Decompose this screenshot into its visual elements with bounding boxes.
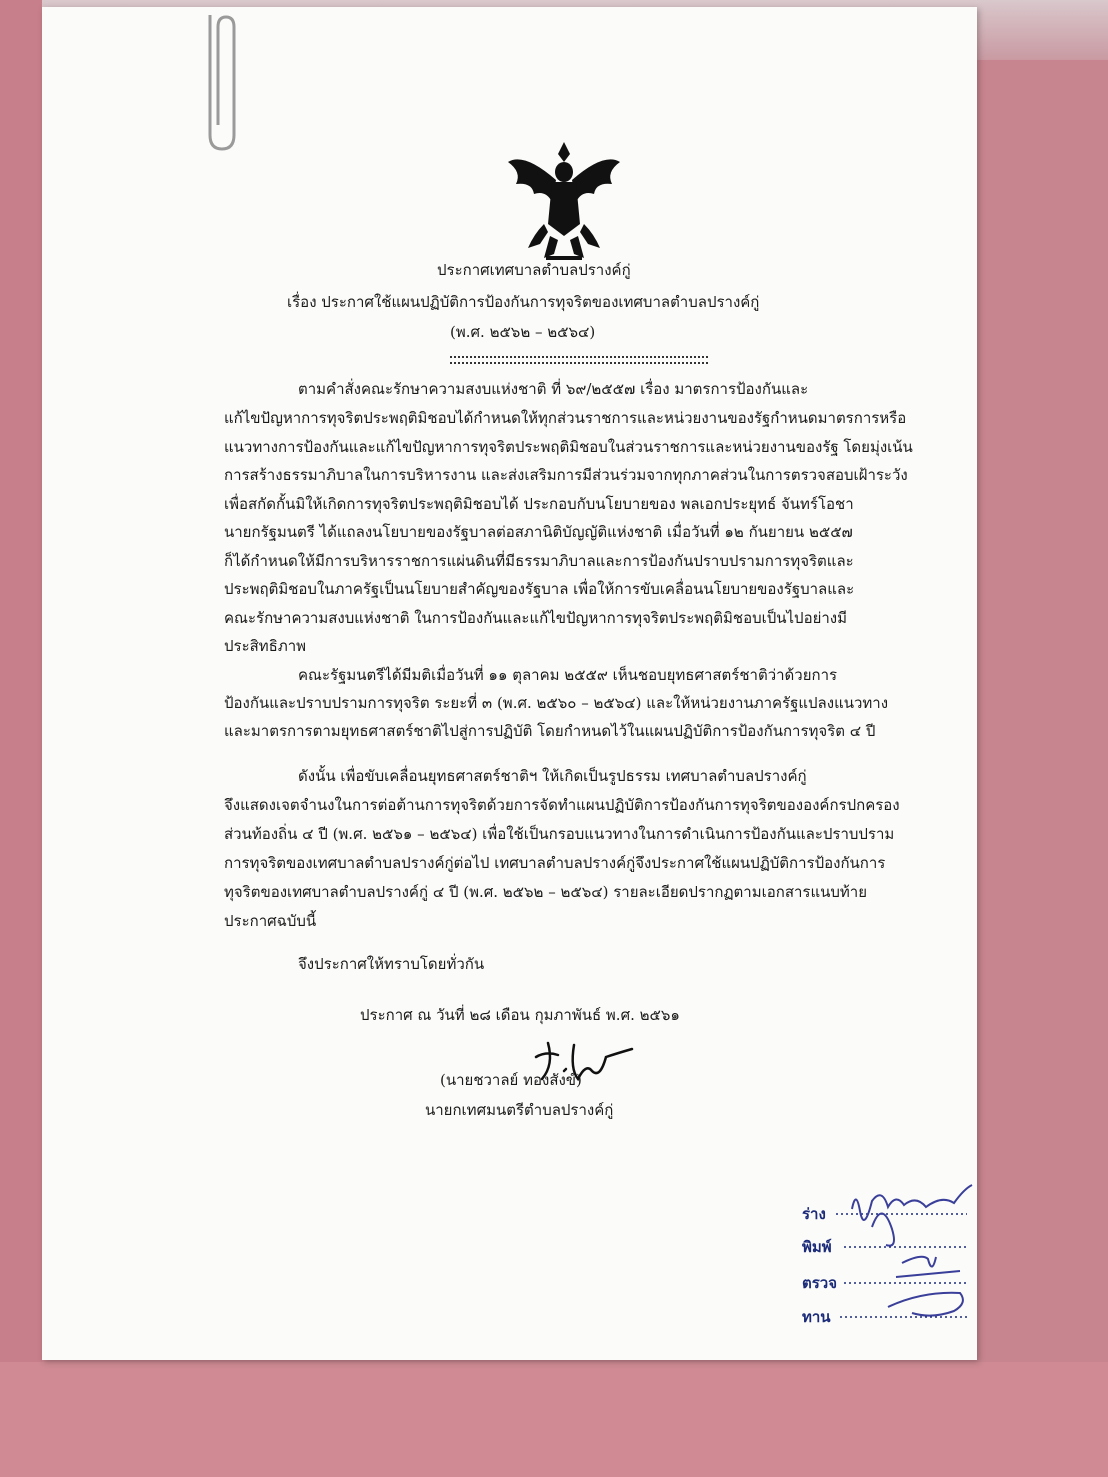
p3-line-6: ประกาศฉบับนี้: [224, 912, 317, 930]
p2-line-3: และมาตรการตามยุทธศาสตร์ชาติไปสู่การปฏิบัติ โดยกำหนดไว้ในแผนปฏิบัติการป้องกันการทุจริต ๔ ปี: [224, 722, 876, 740]
p2-line-2: ป้องกันและปราบปรามการทุจริต ระยะที่ ๓ (พ.ศ. ๒๕๖๐ – ๒๕๖๔) และให้หน่วยงานภาครัฐแปลงแนวทาง: [224, 694, 889, 712]
p1-line-7: ก็ได้กำหนดให้มีการบริหารราชการแผ่นดินที่มีธรรมาภิบาลและการป้องกันปราบปรามการทุจริตและ: [224, 552, 854, 570]
p1-line-2: แก้ไขปัญหาการทุจริตประพฤติมิชอบได้กำหนดให้ทุกส่วนราชการและหน่วยงานของรัฐกำหนดมาตรการหรือ: [224, 409, 907, 427]
folder-left-edge: [0, 0, 42, 1477]
p1-line-1: ตามคำสั่งคณะรักษาความสงบแห่งชาติ ที่ ๖๙/๒๕๕๗ เรื่อง มาตรการป้องกันและ: [298, 380, 809, 398]
p3-line-3: ส่วนท้องถิ่น ๔ ปี (พ.ศ. ๒๕๖๑ – ๒๕๖๔) เพื่อใช้เป็นกรอบแนวทางในการดำเนินการป้องกันและปราบปราม: [224, 825, 895, 843]
p1-line-6: นายกรัฐมนตรี ได้แถลงนโยบายของรัฐบาลต่อสภานิติบัญญัติแห่งชาติ เมื่อวันที่ ๑๒ กันยายน ๒๕๕๗: [224, 523, 853, 541]
paperclip-icon: [192, 7, 244, 157]
p1-line-3: แนวทางการป้องกันและแก้ไขปัญหาการทุจริตประพฤติมิชอบในส่วนราชการและหน่วยงานของรัฐ โดยมุ่งเน้น: [224, 438, 913, 456]
p1-line-10: ประสิทธิภาพ: [224, 637, 307, 655]
date-line: ประกาศ ณ วันที่ ๒๘ เดือน กุมภาพันธ์ พ.ศ. ๒๕๖๑: [360, 1006, 680, 1024]
separator-line: [450, 356, 708, 364]
p3-line-2: จึงแสดงเจตจำนงในการต่อต้านการทุจริตด้วยการจัดทำแผนปฏิบัติการป้องกันการทุจริตขององค์กรปกครอง: [224, 796, 900, 814]
signatory-title: นายกเทศมนตรีตำบลปรางค์กู่: [425, 1101, 614, 1119]
garuda-emblem-icon: [504, 132, 624, 267]
header-subject: เรื่อง ประกาศใช้แผนปฏิบัติการป้องกันการทุจริตของเทศบาลตำบลปรางค์กู่: [287, 293, 760, 311]
stamp-check-label: ตรวจ: [802, 1274, 838, 1292]
p1-line-5: เพื่อสกัดกั้นมิให้เกิดการทุจริตประพฤติมิชอบได้ ประกอบกับนโยบายของ พลเอกประยุทธ์ จันทร์โอชา: [224, 495, 854, 513]
folder-bottom: [0, 1362, 1108, 1477]
document-page: [42, 7, 977, 1360]
p1-line-9: คณะรักษาความสงบแห่งชาติ ในการป้องกันและแก้ไขปัญหาการทุจริตประพฤติมิชอบเป็นไปอย่างมี: [224, 609, 848, 627]
announce-line: จึงประกาศให้ทราบโดยทั่วกัน: [298, 955, 485, 973]
header-period: (พ.ศ. ๒๕๖๒ – ๒๕๖๔): [450, 323, 596, 341]
p2-line-1: คณะรัฐมนตรีได้มีมติเมื่อวันที่ ๑๑ ตุลาคม ๒๕๕๙ เห็นชอบยุทธศาสตร์ชาติว่าด้วยการ: [298, 666, 838, 684]
stamp-initials-signatures: [842, 1179, 977, 1339]
p3-line-1: ดังนั้น เพื่อขับเคลื่อนยุทธศาสตร์ชาติฯ ให้เกิดเป็นรูปธรรม เทศบาลตำบลปรางค์กู่: [298, 767, 807, 785]
p3-line-5: ทุจริตของเทศบาลตำบลปรางค์กู่ ๔ ปี (พ.ศ. ๒๕๖๒ – ๒๕๖๔) รายละเอียดปรากฏตามเอกสารแนบท้าย: [224, 883, 868, 901]
header-org: ประกาศเทศบาลตำบลปรางค์กู่: [437, 261, 631, 279]
p1-line-8: ประพฤติมิชอบในภาครัฐเป็นนโยบายสำคัญของรัฐบาล เพื่อให้การขับเคลื่อนนโยบายของรัฐบาลและ: [224, 580, 855, 598]
p1-line-4: การสร้างธรรมาภิบาลในการบริหารงาน และส่งเสริมการมีส่วนร่วมจากทุกภาคส่วนในการตรวจสอบเฝ้าระวัง: [224, 466, 908, 484]
stamp-draft-label: ร่าง: [802, 1205, 826, 1223]
signatory-name: (นายชวาลย์ ทองสังข์): [440, 1071, 582, 1089]
p3-line-4: การทุจริตของเทศบาลตำบลปรางค์กู่ต่อไป เทศบาลตำบลปรางค์กู่จึงประกาศใช้แผนปฏิบัติการป้องกันการ: [224, 854, 886, 872]
stamp-print-label: พิมพ์: [802, 1238, 832, 1256]
stamp-review-label: ทาน: [802, 1308, 831, 1326]
